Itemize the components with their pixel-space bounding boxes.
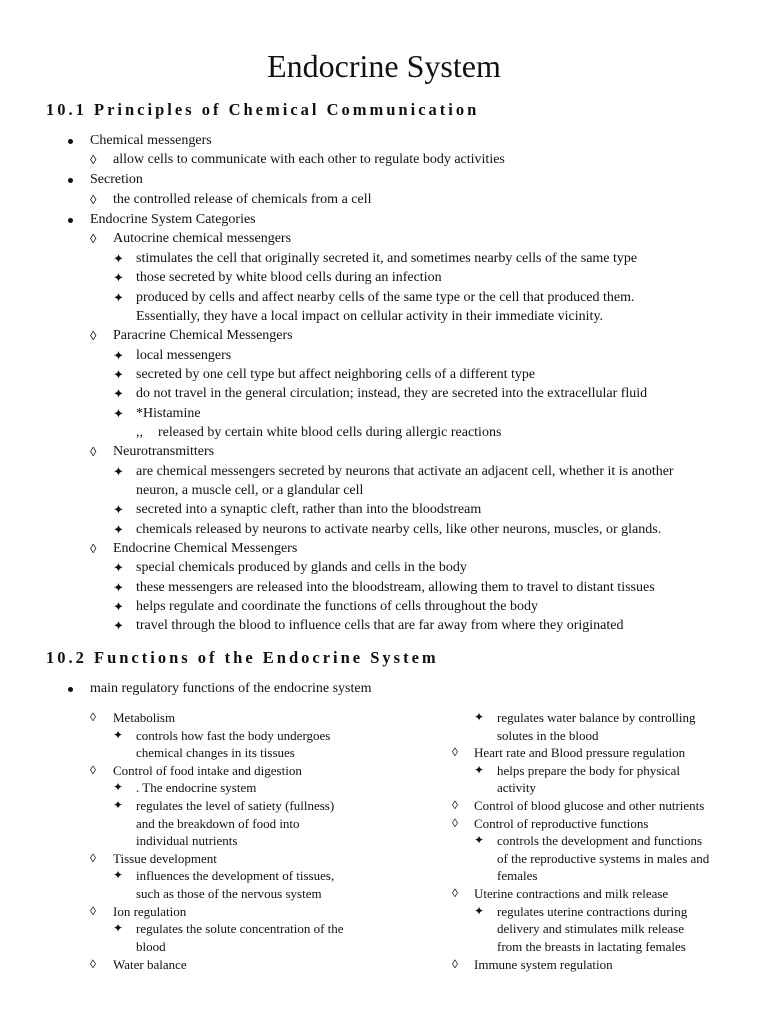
star-marker: ✦ [113,270,124,285]
list-item: Control of blood glucose and other nutrients [474,798,705,813]
list-item: Neurotransmitters [113,444,215,459]
list-item: produced by cells and affect nearby cells of the same type or the cell that produced them. [136,290,635,305]
list-item: regulates uterine contractions during [497,904,688,919]
list-item: Control of reproductive functions [474,816,649,831]
list-item-continuation: such as those of the nervous system [136,886,322,901]
star-marker: ✦ [474,833,485,847]
star-marker: ✦ [113,367,124,382]
list-item: Autocrine chemical messengers [113,231,292,246]
list-item: local messengers [136,348,232,363]
list-item: Immune system regulation [474,957,613,972]
diamond-marker: ◊ [90,710,96,724]
list-item: controls how fast the body undergoes [136,728,331,743]
star-marker: ✦ [113,868,124,882]
star-marker: ✦ [113,798,124,812]
star-marker: ✦ [113,599,124,614]
diamond-marker: ◊ [90,192,97,207]
list-item-continuation: activity [497,780,536,795]
diamond-marker: ◊ [90,541,97,556]
section-heading-10-2: 10.2 Functions of the Endocrine System [46,648,439,667]
list-item-continuation: solutes in the blood [497,728,599,743]
star-marker: ✦ [474,763,485,777]
diamond-marker: ◊ [90,444,97,459]
list-item: influences the development of tissues, [136,868,335,883]
list-item: Chemical messengers [90,133,212,148]
list-item: Tissue development [113,851,217,866]
bullet-marker [68,687,73,692]
list-item: Uterine contractions and milk release [474,886,669,901]
list-item: secreted by one cell type but affect neighboring cells of a different type [136,367,536,382]
list-item: Paracrine Chemical Messengers [113,328,293,343]
list-item: special chemicals produced by glands and cells in the body [136,560,467,575]
star-marker: ✦ [113,251,124,266]
star-marker: ✦ [474,710,485,724]
star-marker: ✦ [474,904,485,918]
list-item: regulates the solute concentration of the [136,921,344,936]
star-marker: ✦ [113,406,124,421]
star-marker: ✦ [113,780,124,794]
diamond-marker: ◊ [90,152,97,167]
star-marker: ✦ [113,386,124,401]
list-item: those secreted by white blood cells during an infection [136,270,442,285]
star-marker: ✦ [113,728,124,742]
star-marker: ✦ [113,618,124,633]
diamond-marker: ◊ [90,851,96,865]
list-item: secreted into a synaptic cleft, rather than into the bloodstream [136,502,482,517]
diamond-marker: ◊ [452,745,458,759]
list-item-continuation: blood [136,939,166,954]
list-item: Endocrine System Categories [90,212,256,227]
star-marker: ✦ [113,522,124,537]
diamond-marker: ◊ [452,816,458,830]
star-marker: ✦ [113,560,124,575]
list-item-continuation: neuron, a muscle cell, or a glandular cell [136,483,364,498]
section-heading-10-1: 10.1 Principles of Chemical Communication [46,100,480,119]
list-item: helps prepare the body for physical [497,763,681,778]
list-item-continuation: individual nutrients [136,833,238,848]
list-item: controls the development and functions [497,833,703,848]
list-item: Control of food intake and digestion [113,763,302,778]
star-marker: ✦ [113,921,124,935]
list-item: do not travel in the general circulation; instead, they are secreted into the extracellular fluid [136,386,648,401]
bullet-marker [68,218,73,223]
list-item: Heart rate and Blood pressure regulation [474,745,686,760]
diamond-marker: ◊ [90,904,96,918]
list-item: Ion regulation [113,904,187,919]
list-item: these messengers are released into the bloodstream, allowing them to travel to distant tissues [136,580,655,595]
list-item: *Histamine [136,406,201,421]
list-item: stimulates the cell that originally secreted it, and sometimes nearby cells of the same type [136,251,638,266]
list-item: Metabolism [113,710,176,725]
list-item: allow cells to communicate with each other to regulate body activities [113,152,505,167]
star-marker: ✦ [113,580,124,595]
diamond-marker: ◊ [452,798,458,812]
bullet-marker [68,139,73,144]
star-marker: ✦ [113,290,124,305]
list-item: Water balance [113,957,187,972]
list-item: travel through the blood to influence cells that are far away from where they originated [136,618,624,633]
list-item: Endocrine Chemical Messengers [113,541,298,556]
bullet-marker [68,178,73,183]
list-item-continuation: from the breasts in lactating females [497,939,686,954]
list-item-continuation: delivery and stimulates milk release [497,921,684,936]
star-marker: ✦ [113,502,124,517]
list-item: regulates the level of satiety (fullness) [136,798,335,813]
list-item: helps regulate and coordinate the functions of cells throughout the body [136,599,539,614]
list-item: chemicals released by neurons to activate nearby cells, like other neurons, muscles, or glands. [136,522,662,537]
list-item-continuation: Essentially, they have a local impact on cellular activity in their immediate vicinity. [136,309,604,324]
list-item: Secretion [90,172,143,187]
sub-marker: ,, [136,425,143,440]
diamond-marker: ◊ [452,886,458,900]
page-title: Endocrine System [267,48,501,84]
list-item: main regulatory functions of the endocrine system [90,681,372,696]
list-item: the controlled release of chemicals from a cell [113,192,372,207]
list-item: regulates water balance by controlling [497,710,696,725]
list-item-continuation: females [497,868,538,883]
list-item-continuation: chemical changes in its tissues [136,745,295,760]
star-marker: ✦ [113,348,124,363]
star-marker: ✦ [113,464,124,479]
list-item: released by certain white blood cells during allergic reactions [158,425,502,440]
diamond-marker: ◊ [90,231,97,246]
list-item: . The endocrine system [136,780,257,795]
list-item: are chemical messengers secreted by neurons that activate an adjacent cell, whether it is another [136,464,674,479]
diamond-marker: ◊ [90,763,96,777]
list-item-continuation: and the breakdown of food into [136,816,300,831]
diamond-marker: ◊ [90,957,96,971]
diamond-marker: ◊ [452,957,458,971]
list-item-continuation: of the reproductive systems in males and [497,851,710,866]
diamond-marker: ◊ [90,328,97,343]
